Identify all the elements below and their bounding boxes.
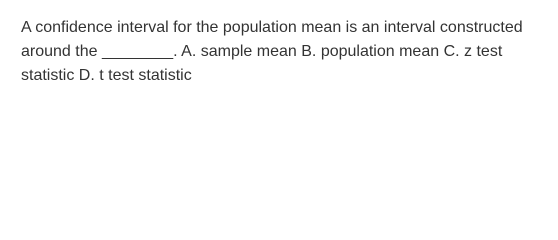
option-c-text: z test statistic	[21, 43, 503, 84]
option-a	[181, 43, 297, 60]
option-b-text: population mean	[320, 43, 440, 60]
option-b-letter: B.	[301, 43, 317, 60]
option-a-text: sample mean	[200, 43, 297, 60]
option-d-text: t test statistic	[99, 67, 192, 84]
option-d-letter: D.	[78, 67, 95, 84]
question-stem: A confidence interval for the population mean is an interval constructed around the ________.	[21, 19, 523, 60]
option-d	[79, 67, 192, 84]
option-b	[301, 43, 439, 60]
question-text	[21, 16, 541, 88]
option-a-letter: A.	[181, 43, 197, 60]
option-c-letter: C.	[443, 43, 460, 60]
